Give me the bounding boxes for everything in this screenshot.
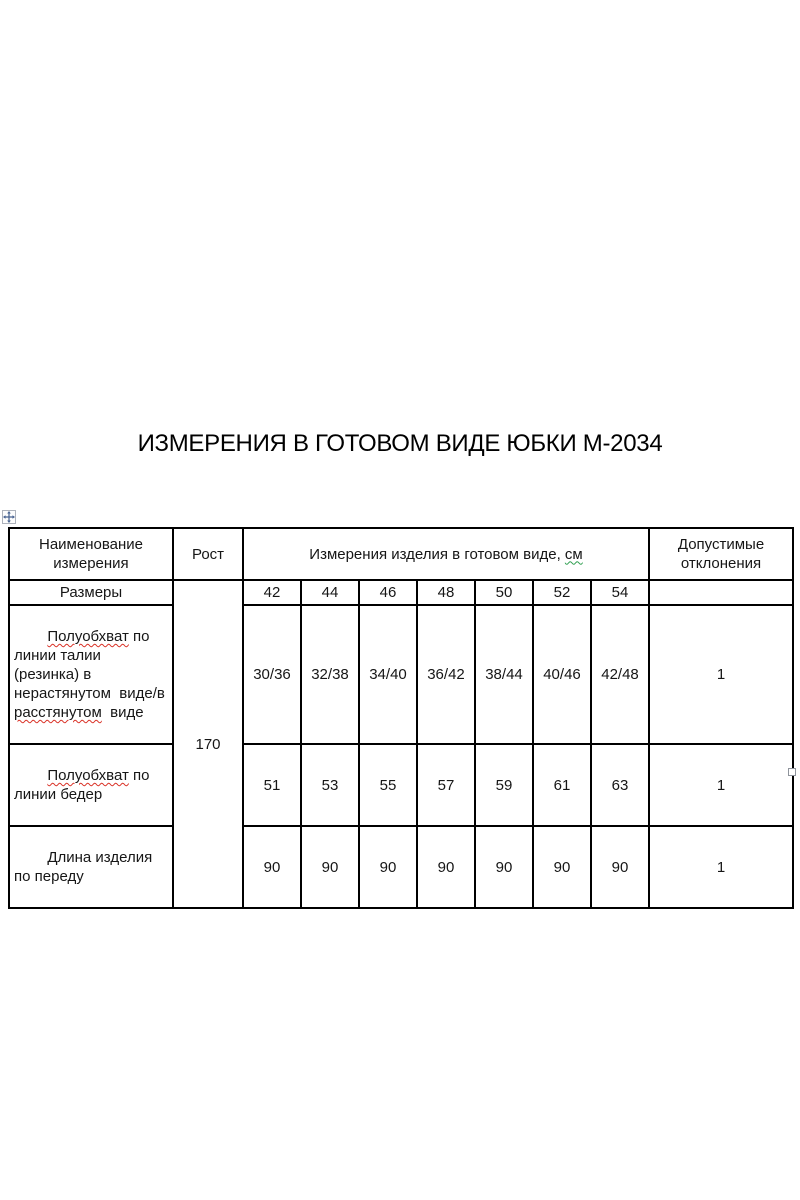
- value-cell[interactable]: 55: [359, 744, 417, 826]
- header-height-label: Рост: [191, 545, 225, 563]
- sizes-row-tolerance-cell[interactable]: [649, 580, 793, 605]
- value-cell[interactable]: 34/40: [359, 605, 417, 744]
- height-value-cell[interactable]: [173, 580, 243, 908]
- value-cell[interactable]: 90: [475, 826, 533, 908]
- length-measure-row: [9, 826, 793, 908]
- value-cell[interactable]: 53: [301, 744, 359, 826]
- size-cell[interactable]: 52: [533, 580, 591, 605]
- size-cell[interactable]: 50: [475, 580, 533, 605]
- height-value: 170: [195, 735, 221, 753]
- value-cell[interactable]: 90: [243, 826, 301, 908]
- value-cell[interactable]: 38/44: [475, 605, 533, 744]
- header-cell-name[interactable]: [9, 528, 173, 580]
- value-cell[interactable]: 90: [417, 826, 475, 908]
- length-label-cell[interactable]: [9, 826, 173, 908]
- tolerance-cell[interactable]: 1: [649, 744, 793, 826]
- length-label-part: Длина изделия по переду: [14, 849, 157, 885]
- document-title[interactable]: ИЗМЕРЕНИЯ В ГОТОВОМ ВИДЕ ЮБКИ М-2034: [137, 430, 663, 457]
- waist-label-part: Полуобхват: [47, 628, 129, 645]
- waist-label-part: расстянутом: [14, 704, 102, 721]
- value-cell[interactable]: 61: [533, 744, 591, 826]
- size-cell[interactable]: 46: [359, 580, 417, 605]
- table-move-handle[interactable]: [2, 510, 16, 524]
- waist-label-cell[interactable]: [9, 605, 173, 744]
- header-tolerance-label: Допустимые отклонения: [677, 536, 765, 572]
- hips-measure-row: [9, 744, 793, 826]
- hips-label-part: по линии бедер: [14, 767, 154, 803]
- sizes-row: [9, 580, 793, 605]
- value-cell[interactable]: 40/46: [533, 605, 591, 744]
- header-name-label: Наименование измерения: [39, 536, 143, 572]
- size-cell[interactable]: 54: [591, 580, 649, 605]
- value-cell[interactable]: 90: [591, 826, 649, 908]
- size-cell[interactable]: 42: [243, 580, 301, 605]
- value-cell[interactable]: 90: [301, 826, 359, 908]
- header-cell-tolerance[interactable]: [649, 528, 793, 580]
- waist-measure-row: [9, 605, 793, 744]
- hips-label-part: Полуобхват: [47, 767, 129, 784]
- value-cell[interactable]: 63: [591, 744, 649, 826]
- table-header-row: [9, 528, 793, 580]
- value-cell[interactable]: 59: [475, 744, 533, 826]
- value-cell[interactable]: 90: [359, 826, 417, 908]
- tolerance-cell[interactable]: 1: [649, 826, 793, 908]
- header-cell-height[interactable]: [173, 528, 243, 580]
- sizes-row-label: Размеры: [59, 584, 123, 601]
- measurements-table: [8, 527, 794, 909]
- sizes-row-label-cell[interactable]: [9, 580, 173, 605]
- value-cell[interactable]: 51: [243, 744, 301, 826]
- value-cell[interactable]: 90: [533, 826, 591, 908]
- waist-label-part: по линии талии (резинка) в нерастянутом виде/в: [14, 628, 170, 702]
- hips-label-cell[interactable]: [9, 744, 173, 826]
- header-measurements-unit: см: [564, 545, 583, 563]
- value-cell[interactable]: 30/36: [243, 605, 301, 744]
- header-cell-measurements[interactable]: [243, 528, 649, 580]
- value-cell[interactable]: 42/48: [591, 605, 649, 744]
- value-cell[interactable]: 36/42: [417, 605, 475, 744]
- header-measurements-label: Измерения изделия в готовом виде,: [309, 545, 565, 563]
- table-move-handle-icon: [3, 511, 15, 523]
- value-cell[interactable]: 57: [417, 744, 475, 826]
- size-cell[interactable]: 44: [301, 580, 359, 605]
- value-cell[interactable]: 32/38: [301, 605, 359, 744]
- waist-label-part: виде: [101, 704, 144, 721]
- size-cell[interactable]: 48: [417, 580, 475, 605]
- tolerance-cell[interactable]: 1: [649, 605, 793, 744]
- table-resize-handle-icon[interactable]: [788, 768, 796, 776]
